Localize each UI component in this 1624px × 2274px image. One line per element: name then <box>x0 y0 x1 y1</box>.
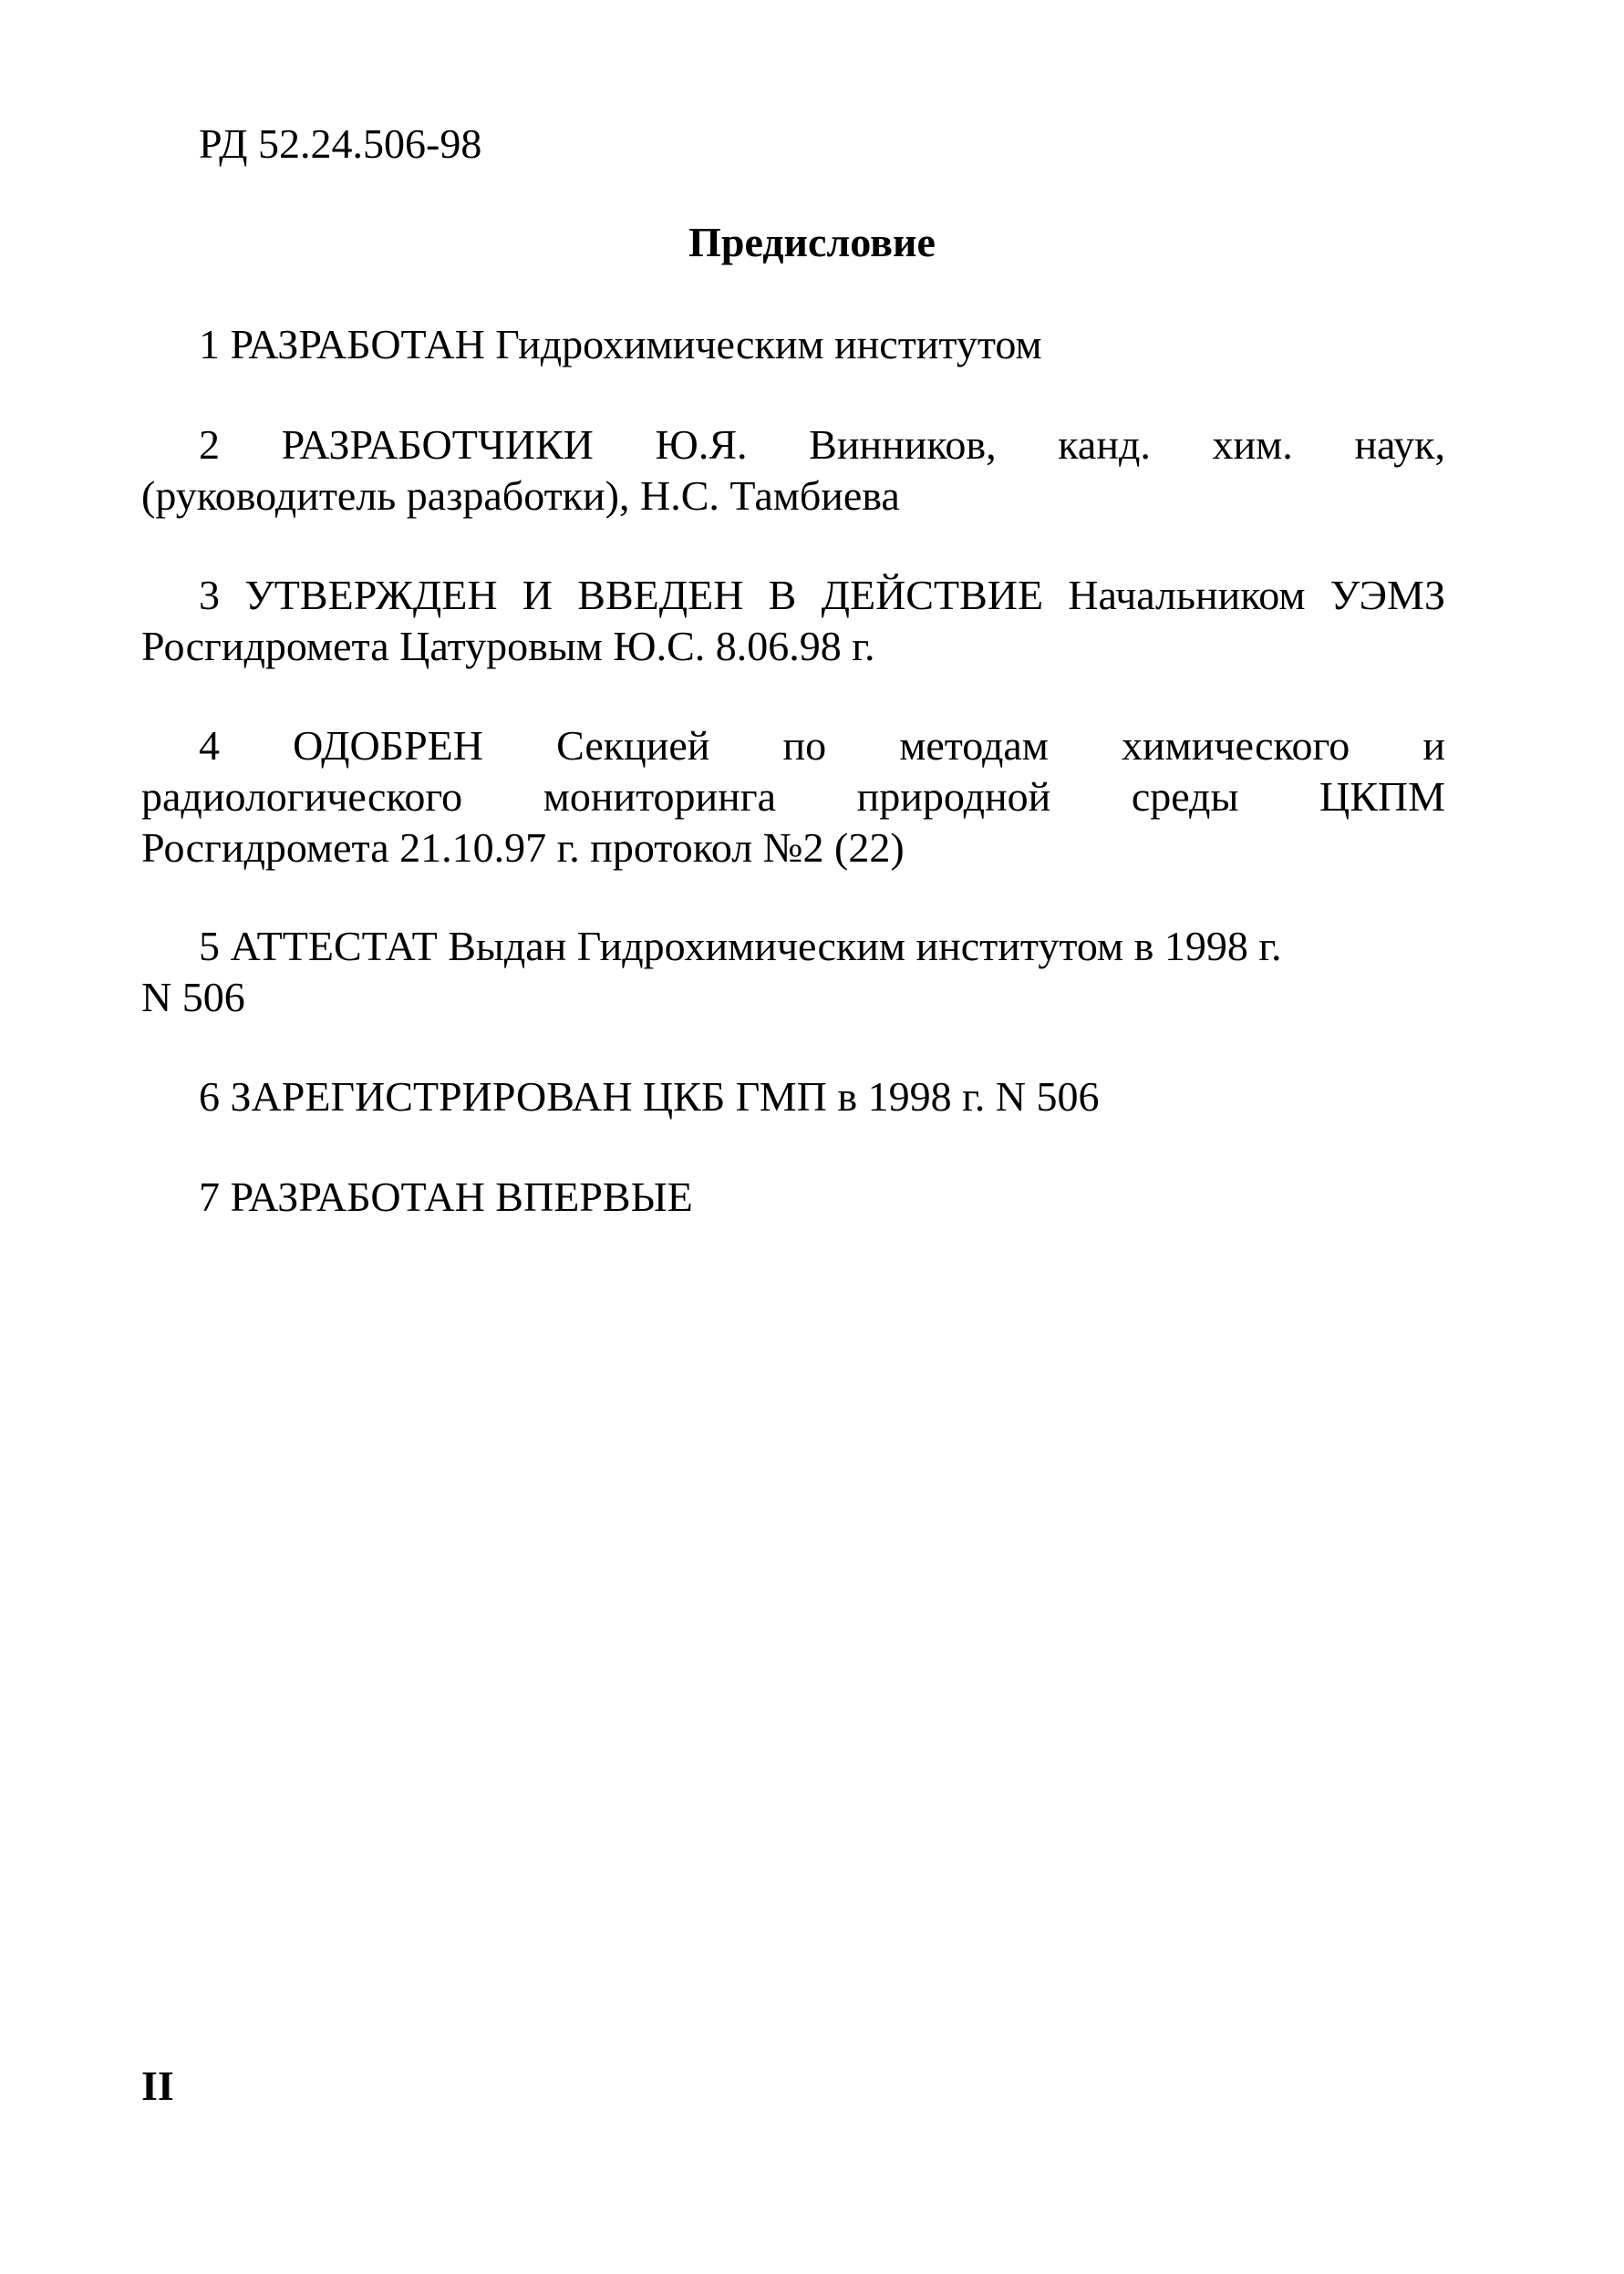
foreword-item-4-line-1: 4 ОДОБРЕН Секцией по методам химического и <box>199 722 1445 769</box>
foreword-item-6-line-1: 6 ЗАРЕГИСТРИРОВАН ЦКБ ГМП в 1998 г. N 506 <box>199 1073 1100 1120</box>
foreword-item-3 <box>141 570 1445 672</box>
foreword-item-7 <box>141 1172 1445 1223</box>
foreword-item-3-line-1: 3 УТВЕРЖДЕН И ВВЕДЕН В ДЕЙСТВИЕ Начальником УЭМЗ <box>199 572 1445 618</box>
foreword-item-4-line-2: радиологического мониторинга природной среды ЦКПМ <box>141 773 1445 820</box>
foreword-item-5-line-2: N 506 <box>141 974 245 1020</box>
foreword-item-1-line-1: 1 РАЗРАБОТАН Гидрохимическим институтом <box>199 321 1042 367</box>
document-code: РД 52.24.506-98 <box>199 120 482 167</box>
foreword-item-2 <box>141 419 1445 522</box>
foreword-item-2-line-2: (руководитель разработки), Н.С. Тамбиева <box>141 472 900 519</box>
page-title: Предисловие <box>688 219 936 265</box>
foreword-item-6 <box>141 1071 1445 1122</box>
foreword-item-5-line-1: 5 АТТЕСТАТ Выдан Гидрохимическим институтом в 1998 г. <box>199 923 1282 969</box>
foreword-item-4 <box>141 720 1445 873</box>
foreword-item-4-line-3: Росгидромета 21.10.97 г. протокол №2 (22) <box>141 824 905 871</box>
foreword-item-1 <box>141 319 1445 370</box>
foreword-item-5 <box>141 921 1445 1023</box>
page-number: II <box>141 2062 174 2109</box>
foreword-item-2-line-1: 2 РАЗРАБОТЧИКИ Ю.Я. Винников, канд. хим. наук, <box>199 421 1445 468</box>
foreword-item-3-line-2: Росгидромета Цатуровым Ю.С. 8.06.98 г. <box>141 623 875 669</box>
foreword-item-7-line-1: 7 РАЗРАБОТАН ВПЕРВЫЕ <box>199 1173 693 1220</box>
